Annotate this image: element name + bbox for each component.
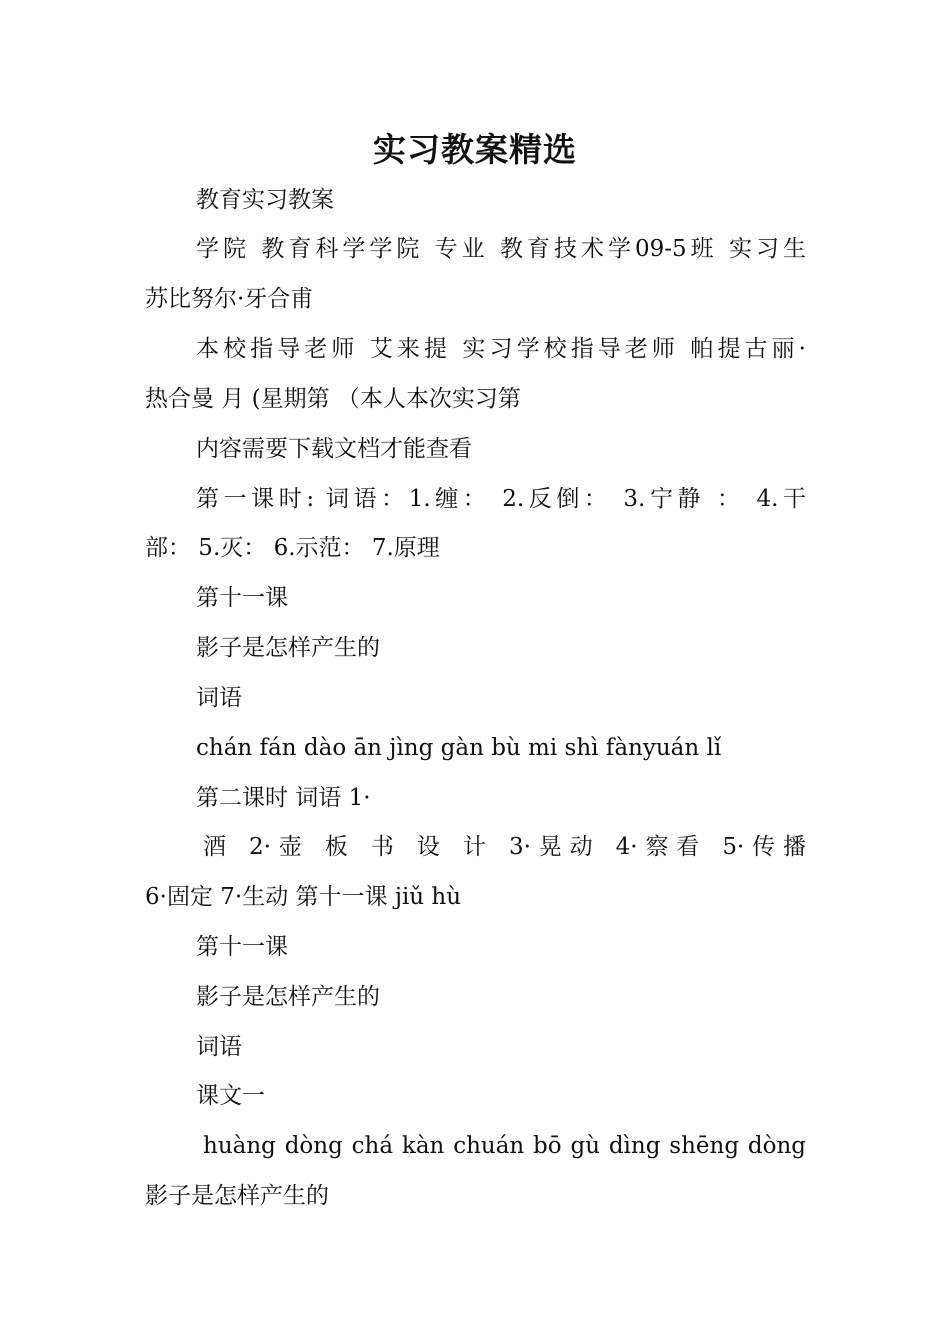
paragraph-line: 课文一 bbox=[196, 1083, 265, 1109]
paragraph-line: 教育实习教案 bbox=[196, 187, 334, 213]
paragraph-line: 影子是怎样产生的 bbox=[196, 635, 380, 661]
paragraph-line: 6·固定 7·生动 第十一课 jiǔ hù bbox=[145, 884, 462, 910]
paragraph-line: 热合曼 月 (星期第 （本人本次实习第 bbox=[145, 386, 521, 412]
paragraph-line: 第十一课 bbox=[196, 585, 288, 611]
paragraph-line: 词语 bbox=[196, 685, 242, 711]
paragraph-line: 第十一课 bbox=[196, 934, 288, 960]
pinyin-line: chán fán dào ān jìng gàn bù mi shì fànyuán lǐ bbox=[196, 735, 722, 761]
paragraph-line: 本校指导老师 艾来提 实习学校指导老师 帕提古丽· bbox=[196, 336, 806, 362]
paragraph-line: 苏比努尔·牙合甫 bbox=[145, 286, 314, 312]
paragraph-line: 第二课时 词语 1· bbox=[196, 785, 371, 811]
paragraph-line: 影子是怎样产生的 bbox=[145, 1183, 329, 1209]
paragraph-line: 第一课时: 词语：1.缠： 2.反倒： 3.宁静 ： 4.干 bbox=[196, 486, 806, 512]
pinyin-line: huàng dòng chá kàn chuán bō gù dìng shēng dòng bbox=[203, 1133, 806, 1159]
paragraph-line: 酒 2·壶 板 书 设 计 3·晃动 4·察看 5·传播 bbox=[203, 834, 806, 860]
paragraph-line: 影子是怎样产生的 bbox=[196, 984, 380, 1010]
paragraph-line: 部： 5.灭： 6.示范： 7.原理 bbox=[145, 535, 440, 561]
paragraph-line: 学院 教育科学学院 专业 教育技术学09-5班 实习生 bbox=[196, 236, 806, 262]
paragraph-line: 内容需要下载文档才能查看 bbox=[196, 436, 472, 462]
document-title: 实习教案精选 bbox=[373, 130, 577, 169]
paragraph-line: 词语 bbox=[196, 1034, 242, 1060]
